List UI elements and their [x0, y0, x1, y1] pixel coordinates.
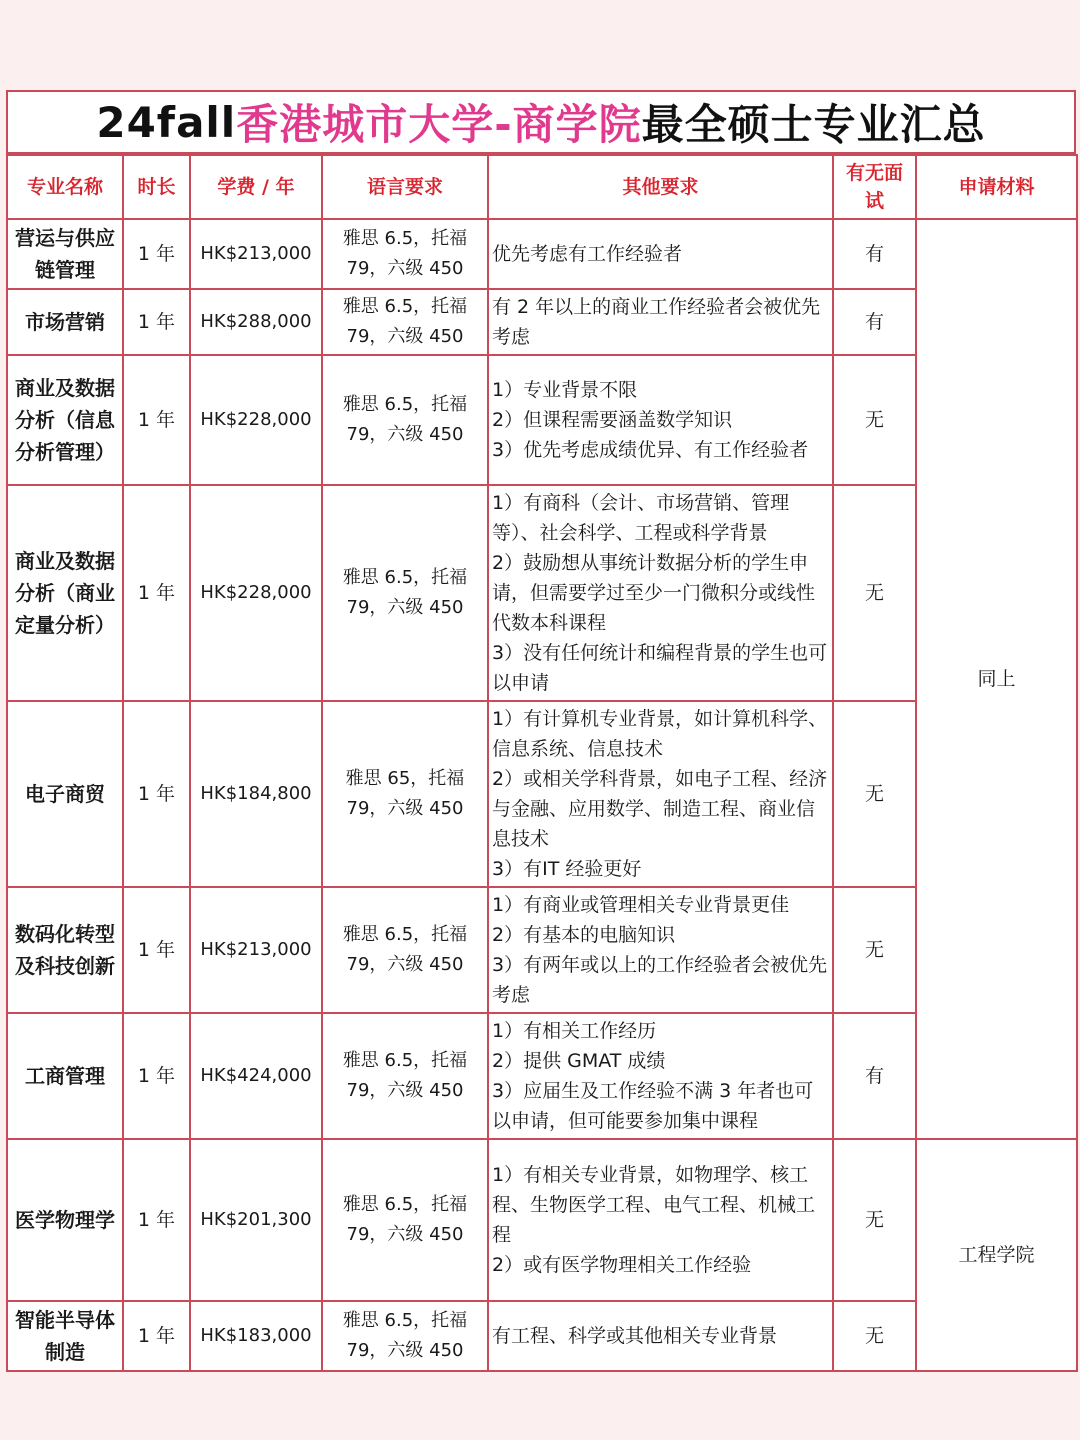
- program-language: 雅思 6.5，托福79，六级 450: [322, 1301, 488, 1371]
- program-fee: HK$201,300: [190, 1139, 322, 1301]
- program-duration: 1 年: [123, 355, 190, 485]
- program-other: 1）有商业或管理相关专业背景更佳 2）有基本的电脑知识 3）有两年或以上的工作经验者会被优先考虑: [488, 887, 833, 1013]
- header-fee: 学费 / 年: [190, 155, 322, 219]
- program-name: 智能半导体制造: [7, 1301, 123, 1371]
- header-other: 其他要求: [488, 155, 833, 219]
- program-other: 1）有相关工作经历 2）提供 GMAT 成绩 3）应届生及工作经验不满 3 年者也可以申请，但可能要参加集中课程: [488, 1013, 833, 1139]
- program-other: 优先考虑有工作经验者: [488, 219, 833, 289]
- header-name: 专业名称: [7, 155, 123, 219]
- header-materials: 申请材料: [916, 155, 1077, 219]
- program-interview: 有: [833, 1013, 916, 1139]
- program-other: 1）有计算机专业背景，如计算机科学、信息系统、信息技术 2）或相关学科背景，如电子工程、经济与金融、应用数学、制造工程、商业信息技术 3）有IT 经验更好: [488, 701, 833, 887]
- program-interview: 无: [833, 1301, 916, 1371]
- header-language: 语言要求: [322, 155, 488, 219]
- program-duration: 1 年: [123, 1139, 190, 1301]
- program-fee: HK$228,000: [190, 355, 322, 485]
- program-fee: HK$288,000: [190, 289, 322, 355]
- program-fee: HK$213,000: [190, 219, 322, 289]
- program-name: 商业及数据分析（商业定量分析）: [7, 485, 123, 701]
- program-fee: HK$228,000: [190, 485, 322, 701]
- materials-same: 同上: [916, 219, 1077, 1139]
- header-row: [7, 155, 1077, 219]
- program-interview: 有: [833, 289, 916, 355]
- program-fee: HK$183,000: [190, 1301, 322, 1371]
- title-highlight: 香港城市大学-商学院: [236, 100, 642, 149]
- program-name: 医学物理学: [7, 1139, 123, 1301]
- program-language: 雅思 6.5，托福 79，六级 450: [322, 887, 488, 1013]
- program-name: 营运与供应链管理: [7, 219, 123, 289]
- program-interview: 无: [833, 485, 916, 701]
- program-fee: HK$184,800: [190, 701, 322, 887]
- table-row: [7, 219, 1077, 289]
- program-interview: 无: [833, 1139, 916, 1301]
- table-row: [7, 1139, 1077, 1301]
- program-name: 工商管理: [7, 1013, 123, 1139]
- program-other: 1）有商科（会计、市场营销、管理等）、社会科学、工程或科学背景 2）鼓励想从事统计数据分析的学生申请，但需要学过至少一门微积分或线性代数本科课程 3）没有任何统计和编程背景的学生也可以申请: [488, 485, 833, 701]
- program-other: 1）专业背景不限 2）但课程需要涵盖数学知识 3）优先考虑成绩优异、有工作经验者: [488, 355, 833, 485]
- program-duration: 1 年: [123, 1301, 190, 1371]
- program-other: 有 2 年以上的商业工作经验者会被优先考虑: [488, 289, 833, 355]
- program-language: 雅思 6.5，托福79，六级 450: [322, 1139, 488, 1301]
- program-other: 有工程、科学或其他相关专业背景: [488, 1301, 833, 1371]
- program-duration: 1 年: [123, 219, 190, 289]
- title-suffix: 最全硕士专业汇总: [641, 100, 986, 149]
- program-fee: HK$213,000: [190, 887, 322, 1013]
- program-interview: 无: [833, 355, 916, 485]
- program-name: 数码化转型及科技创新: [7, 887, 123, 1013]
- program-duration: 1 年: [123, 485, 190, 701]
- program-interview: 无: [833, 701, 916, 887]
- program-duration: 1 年: [123, 289, 190, 355]
- program-interview: 有: [833, 219, 916, 289]
- program-duration: 1 年: [123, 701, 190, 887]
- materials-engineering: 工程学院: [916, 1139, 1077, 1371]
- program-fee: HK$424,000: [190, 1013, 322, 1139]
- program-language: 雅思 6.5，托福 79，六级 450: [322, 355, 488, 485]
- header-interview: 有无面试: [833, 155, 916, 219]
- program-language: 雅思 65，托福 79，六级 450: [322, 701, 488, 887]
- programs-table: [6, 154, 1078, 1372]
- title-prefix: 24fall: [96, 97, 237, 147]
- program-other: 1）有相关专业背景，如物理学、核工 程、生物医学工程、电气工程、机械工程 2）或有医学物理相关工作经验: [488, 1139, 833, 1301]
- program-language: 雅思 6.5，托福 79，六级 450: [322, 1013, 488, 1139]
- program-language: 雅思 6.5，托福 79，六级 450: [322, 219, 488, 289]
- header-duration: 时长: [123, 155, 190, 219]
- program-language: 雅思 6.5，托福 79，六级 450: [322, 289, 488, 355]
- program-language: 雅思 6.5，托福 79，六级 450: [322, 485, 488, 701]
- program-duration: 1 年: [123, 1013, 190, 1139]
- page-title: [6, 90, 1076, 154]
- program-name: 市场营销: [7, 289, 123, 355]
- program-interview: 无: [833, 887, 916, 1013]
- program-name: 电子商贸: [7, 701, 123, 887]
- program-duration: 1 年: [123, 887, 190, 1013]
- program-name: 商业及数据分析（信息分析管理）: [7, 355, 123, 485]
